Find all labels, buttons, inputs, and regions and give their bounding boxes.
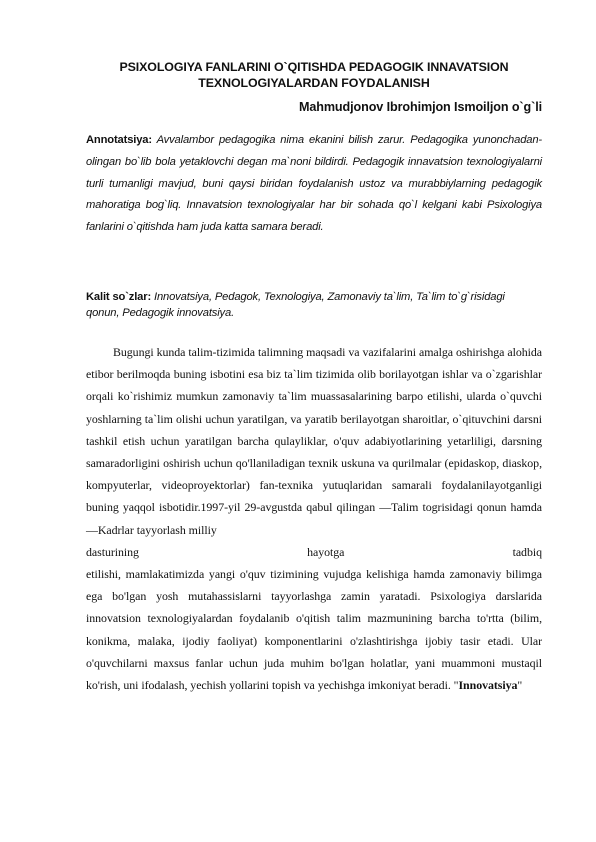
author-name: Mahmudjonov Ibrohimjon Ismoiljon o`g`li (298, 100, 542, 114)
document-title (86, 59, 542, 91)
spread-word-2: hayotga (307, 544, 345, 559)
spread-word-1: dasturining (86, 544, 139, 559)
body-text-part-3: " (517, 678, 523, 693)
title-line-1: PSIXOLOGIYA FANLARINI O`QITISHDA PEDAGOGIK INNAVATSION (119, 60, 509, 74)
keywords-text: Innovatsiya, Pedagok, Texnologiya, Zamonaviy ta`lim, Ta`lim to`g`risidagi qonun, Pedagogik innovatsiya. (86, 291, 505, 319)
body-text (86, 341, 542, 696)
body-paragraph-part-2 (86, 563, 542, 696)
body-paragraph-part-1: Bugungi kunda talim-tizimida talimning maqsadi va vazifalarini amalga oshirishga alohida etibor berilmoqda buning isbotini esa biz ta`lim tizimida olib borilayotgan ishlar va o`zgarishlar orqali ko`rishimiz mumkun zamonaviy ta`lim muassasalarining barpo etilishi, ularda o`quvchi yoshlarning ta`lim olishi uchun yaratilgan, va yaratib berilayotgan sharoitlar, o`qituvchini darsni tashkil etish uchun yaratilgan barcha qulayliklar, o'quv adabiyotlarining yetarliligi, darsning samaradorligini oshirish uchun qo'llaniladigan texnik uskuna va qurilmalar (epidaskop, diaskop, kompyuterlar, videoproyektorlar) fan-texnika yutuqlaridan samarali foydalanilayotganligi buning yaqqol isbotidir.1997-yil 29-avgustda qabul qilingan —Talim togrisidagi qonun hamda —Kadrlar tayyorlash milliy (86, 345, 542, 537)
abstract-label: Annotatsiya: (86, 134, 152, 146)
spread-word-3: tadbiq (512, 544, 542, 559)
keywords-paragraph (86, 290, 526, 321)
abstract-text: Avvalambor pedagogika nima ekanini bilish zarur. Pedagogika yunonchadan- olingan bo`lib bola yetaklovchi degan ma`noni bildirdi. Pedagogik innavatsion texnologiyalarni turli tumanligi mavjud, buni qaysi biridan foydalanish ustoz va murabbiylarning pedagogik mahoratiga bog`liq. Innavatsion texnologiyalar har bir sohada qo`l kelgani kabi Psixologiya fanlarini o`qitishda ham juda katta samara beradi. (86, 134, 542, 234)
keywords-label: Kalit so`zlar: (86, 291, 152, 303)
abstract-paragraph (86, 130, 542, 239)
title-line-2: TEXNOLOGIYALARDAN FOYDALANISH (198, 76, 430, 90)
body-spread-line (86, 541, 542, 563)
bold-term: Innovatsiya (458, 678, 518, 693)
body-text-part-2: etilishi, mamlakatimizda yangi o'quv tizimining vujudga kelishiga hamda zamonaviy bilimga ega bo'lgan yosh mutahassislarni tayyorlashga zamin yaratadi. Psixologiya darslarida innovatsion texnologiyalardan foydalanib o'qitish talim mazmunining barcha to'rtta (bilim, konikma, malaka, ijodiy faoliyat) komponentlarini o'zlashtirishga ijobiy tasir etadi. Ular o'quvchilarni maxsus fanlar uchun juda muhim bo'lgan holatlar, yani muammoni mustaqil ko'rish, uni ifodalash, yechish yollarini topish va yechishga imkoniyat beradi. " (86, 567, 542, 693)
